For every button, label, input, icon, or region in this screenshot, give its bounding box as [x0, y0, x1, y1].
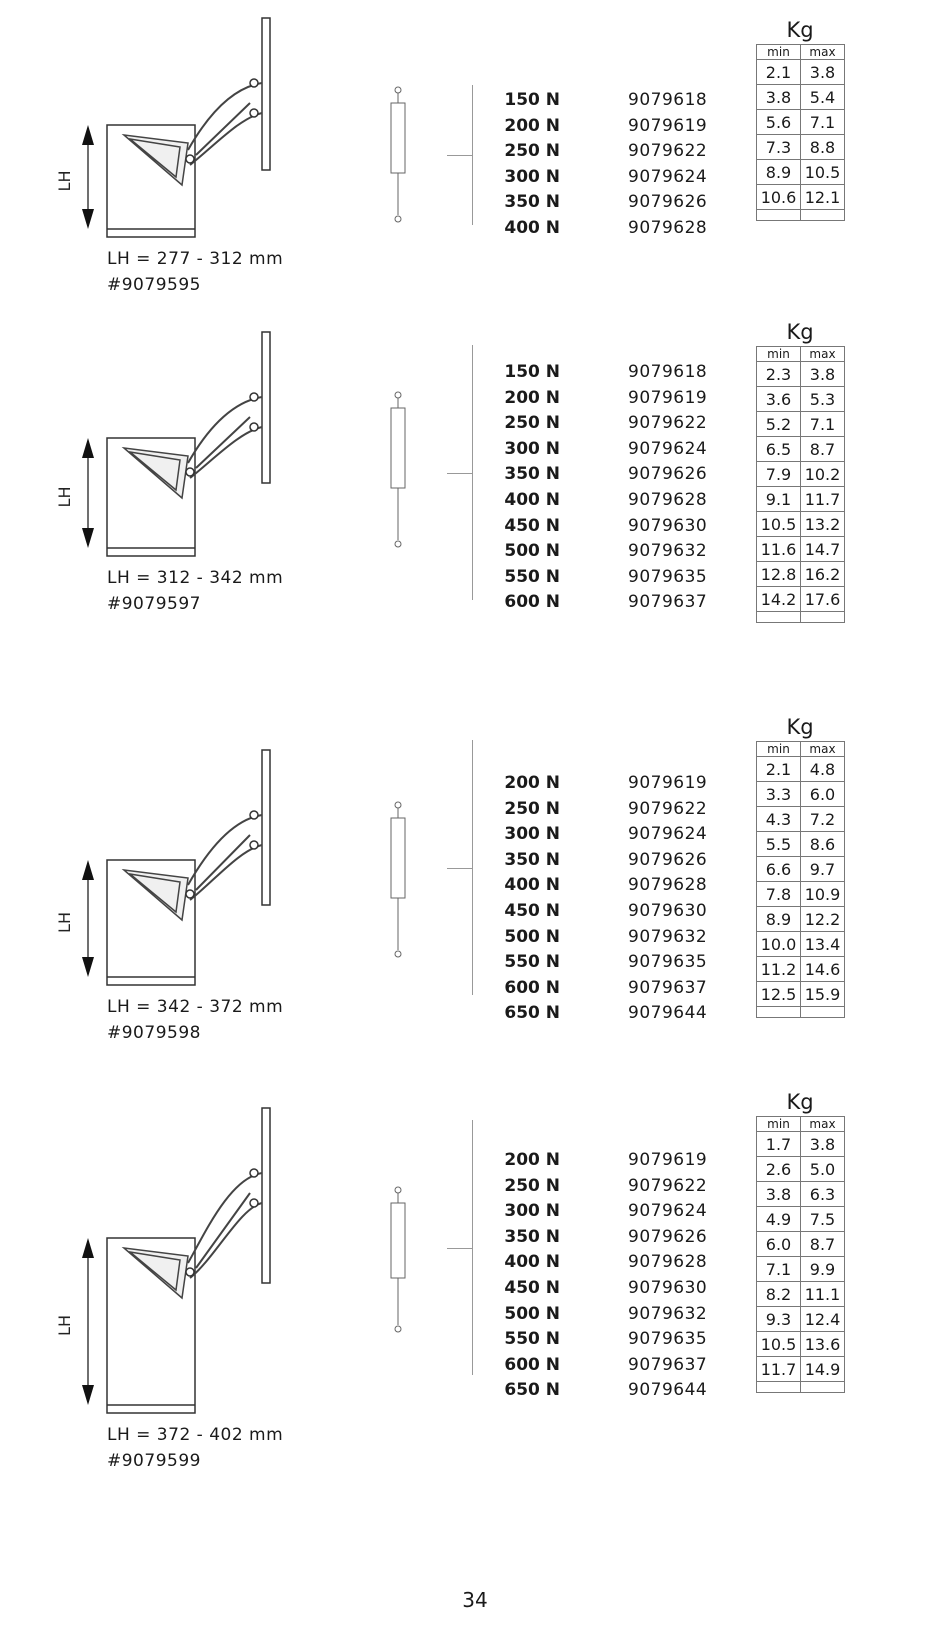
kg-max-value: 10.2: [801, 462, 845, 487]
kg-min-value: 2.1: [757, 757, 801, 782]
force-value: 200 N: [504, 115, 560, 136]
max-column-header: max: [801, 742, 845, 757]
kg-max-value: 7.2: [801, 807, 845, 832]
force-value: 500 N: [504, 541, 560, 562]
kg-max-value: 12.1: [801, 185, 845, 210]
pivot-joint: [186, 1268, 194, 1276]
kg-spacer-row: [757, 1007, 845, 1018]
kg-row: [757, 1332, 845, 1357]
kg-min-value: 5.6: [757, 110, 801, 135]
kg-spacer-cell: [757, 210, 801, 221]
kg-spacer-cell: [757, 612, 801, 623]
force-value: 300 N: [504, 1201, 560, 1222]
kg-min-value: 1.7: [757, 1132, 801, 1157]
arrow-up-icon: [82, 438, 94, 458]
lh-range-caption: LH = 277 - 312 mm: [107, 249, 284, 269]
kg-min-value: 6.6: [757, 857, 801, 882]
force-value: 400 N: [504, 1252, 560, 1273]
lh-range-caption: LH = 342 - 372 mm: [107, 997, 284, 1017]
force-value: 350 N: [504, 192, 560, 213]
kg-min-value: 5.2: [757, 412, 801, 437]
article-code: 9079619: [628, 1150, 708, 1170]
article-code: 9079622: [628, 413, 708, 434]
kg-row: [757, 957, 845, 982]
force-value: 300 N: [504, 166, 560, 187]
arrow-up-icon: [82, 860, 94, 880]
kg-min-value: 4.3: [757, 807, 801, 832]
kg-header: Kg: [786, 1090, 814, 1114]
article-code: 9079622: [628, 798, 708, 819]
kg-row: [757, 1232, 845, 1257]
kg-max-value: 15.9: [801, 982, 845, 1007]
lh-label: LH: [55, 1315, 74, 1336]
mechanism-code: #9079597: [107, 594, 201, 614]
kg-row: [757, 982, 845, 1007]
pivot-joint: [250, 841, 258, 849]
pivot-joint: [250, 811, 258, 819]
kg-min-value: 3.6: [757, 387, 801, 412]
article-code: 9079630: [628, 1277, 708, 1298]
lift-section: [0, 320, 950, 700]
lift-section: [0, 715, 950, 1095]
kg-table: [756, 44, 845, 221]
kg-max-value: 14.7: [801, 537, 845, 562]
kg-max-value: 4.8: [801, 757, 845, 782]
pivot-joint: [186, 155, 194, 163]
kg-spacer-cell: [757, 1007, 801, 1018]
article-code: 9079624: [628, 1201, 708, 1222]
kg-max-value: 10.5: [801, 160, 845, 185]
bracket-tick: [447, 473, 472, 474]
pivot-joint: [250, 79, 258, 87]
kg-max-value: 7.1: [801, 412, 845, 437]
kg-table: [756, 741, 845, 1018]
kg-spacer-cell: [801, 1007, 845, 1018]
force-value: 350 N: [504, 464, 560, 485]
kg-row: [757, 1257, 845, 1282]
kg-max-value: 5.3: [801, 387, 845, 412]
kg-min-value: 6.5: [757, 437, 801, 462]
article-code: 9079628: [628, 489, 708, 510]
bracket-line: [472, 1120, 473, 1375]
kg-row: [757, 1182, 845, 1207]
kg-min-value: 2.3: [757, 362, 801, 387]
article-code: 9079626: [628, 849, 708, 870]
article-code: 9079635: [628, 1329, 708, 1350]
kg-min-value: 7.8: [757, 882, 801, 907]
pivot-joint: [250, 109, 258, 117]
kg-max-value: 14.6: [801, 957, 845, 982]
kg-max-value: 6.3: [801, 1182, 845, 1207]
force-value: 300 N: [504, 824, 560, 845]
force-value: 650 N: [504, 1380, 560, 1401]
pivot-joint: [250, 423, 258, 431]
article-code: 9079618: [628, 362, 708, 382]
kg-row: [757, 487, 845, 512]
force-value: 550 N: [504, 952, 560, 973]
kg-min-value: 7.1: [757, 1257, 801, 1282]
gas-strut-icon: [388, 800, 408, 960]
mechanism-drawing: [0, 320, 300, 566]
kg-max-value: 3.8: [801, 1132, 845, 1157]
article-code: 9079637: [628, 592, 708, 613]
article-code: 9079637: [628, 1354, 708, 1375]
article-code: 9079632: [628, 1303, 708, 1324]
kg-min-value: 7.9: [757, 462, 801, 487]
article-code: 9079624: [628, 438, 708, 459]
article-code: 9079635: [628, 566, 708, 587]
max-column-header: max: [801, 1117, 845, 1132]
kg-max-value: 7.1: [801, 110, 845, 135]
kg-row: [757, 807, 845, 832]
kg-header: Kg: [786, 18, 814, 42]
kg-max-value: 9.9: [801, 1257, 845, 1282]
kg-min-value: 7.3: [757, 135, 801, 160]
kg-row: [757, 412, 845, 437]
arrow-up-icon: [82, 1238, 94, 1258]
mechanism-code: #9079599: [107, 1451, 201, 1471]
kg-row: [757, 1282, 845, 1307]
kg-row: [757, 782, 845, 807]
article-code: 9079622: [628, 141, 708, 162]
lh-label: LH: [55, 912, 74, 933]
force-value: 250 N: [504, 413, 560, 434]
lift-arm: [188, 815, 262, 900]
kg-row: [757, 462, 845, 487]
kg-spacer-cell: [801, 612, 845, 623]
lh-label: LH: [55, 170, 74, 192]
force-value: 550 N: [504, 566, 560, 587]
kg-row: [757, 1307, 845, 1332]
mechanism-drawing: [0, 10, 300, 247]
kg-min-value: 11.6: [757, 537, 801, 562]
kg-row: [757, 1357, 845, 1382]
force-value: 400 N: [504, 217, 560, 238]
kg-row: [757, 832, 845, 857]
lh-label: LH: [55, 486, 74, 508]
article-code: 9079619: [628, 773, 708, 793]
article-code: 9079624: [628, 166, 708, 187]
kg-max-value: 9.7: [801, 857, 845, 882]
article-code: 9079626: [628, 1226, 708, 1247]
mechanism-drawing: [0, 715, 300, 995]
pivot-joint: [250, 393, 258, 401]
bracket-line: [472, 85, 473, 225]
kg-row: [757, 1157, 845, 1182]
article-code: 9079635: [628, 952, 708, 973]
arrow-down-icon: [82, 957, 94, 977]
kg-row: [757, 512, 845, 537]
kg-min-value: 6.0: [757, 1232, 801, 1257]
kg-max-value: 13.2: [801, 512, 845, 537]
kg-max-value: 6.0: [801, 782, 845, 807]
kg-min-value: 10.6: [757, 185, 801, 210]
pivot-joint: [250, 1199, 258, 1207]
force-value: 250 N: [504, 141, 560, 162]
kg-row: [757, 562, 845, 587]
force-value: 650 N: [504, 1003, 560, 1024]
kg-min-value: 14.2: [757, 587, 801, 612]
force-value: 450 N: [504, 900, 560, 921]
force-value: 600 N: [504, 592, 560, 613]
wall-plate: [262, 18, 270, 170]
kg-row: [757, 907, 845, 932]
kg-min-value: 11.2: [757, 957, 801, 982]
force-value: 600 N: [504, 1354, 560, 1375]
page-number: 34: [462, 1588, 488, 1612]
kg-max-value: 12.4: [801, 1307, 845, 1332]
arrow-down-icon: [82, 528, 94, 548]
force-value: 450 N: [504, 1277, 560, 1298]
kg-min-value: 10.5: [757, 1332, 801, 1357]
gas-strut-icon: [388, 1185, 408, 1335]
kg-row: [757, 1132, 845, 1157]
kg-row: [757, 537, 845, 562]
kg-header: Kg: [786, 715, 814, 739]
bracket-line: [472, 345, 473, 600]
kg-min-value: 4.9: [757, 1207, 801, 1232]
kg-row: [757, 387, 845, 412]
kg-max-value: 10.9: [801, 882, 845, 907]
bracket-tick: [447, 1248, 472, 1249]
kg-min-value: 12.5: [757, 982, 801, 1007]
article-code: 9079632: [628, 926, 708, 947]
lift-arm: [188, 397, 262, 478]
kg-min-value: 10.5: [757, 512, 801, 537]
bracket-line: [472, 740, 473, 995]
kg-row: [757, 185, 845, 210]
article-code: 9079630: [628, 515, 708, 536]
kg-min-value: 3.8: [757, 1182, 801, 1207]
pivot-joint: [186, 890, 194, 898]
kg-min-value: 8.9: [757, 160, 801, 185]
kg-max-value: 7.5: [801, 1207, 845, 1232]
kg-row: [757, 362, 845, 387]
lift-arm: [188, 1173, 262, 1278]
gas-strut-icon: [388, 390, 408, 550]
max-column-header: max: [801, 347, 845, 362]
kg-max-value: 8.7: [801, 437, 845, 462]
kg-row: [757, 757, 845, 782]
arrow-up-icon: [82, 125, 94, 145]
lh-range-caption: LH = 312 - 342 mm: [107, 568, 284, 588]
kg-row: [757, 85, 845, 110]
kg-max-value: 8.7: [801, 1232, 845, 1257]
article-code: 9079630: [628, 900, 708, 921]
kg-max-value: 17.6: [801, 587, 845, 612]
kg-max-value: 12.2: [801, 907, 845, 932]
max-column-header: max: [801, 45, 845, 60]
force-value: 250 N: [504, 1175, 560, 1196]
kg-table: [756, 1116, 845, 1393]
bracket-tick: [447, 155, 472, 156]
force-value: 200 N: [504, 773, 560, 793]
kg-row: [757, 437, 845, 462]
article-code: 9079644: [628, 1003, 708, 1024]
kg-min-value: 11.7: [757, 1357, 801, 1382]
article-code: 9079622: [628, 1175, 708, 1196]
kg-row: [757, 110, 845, 135]
force-value: 350 N: [504, 1226, 560, 1247]
min-column-header: min: [757, 45, 801, 60]
min-column-header: min: [757, 1117, 801, 1132]
kg-max-value: 8.8: [801, 135, 845, 160]
force-value: 500 N: [504, 926, 560, 947]
force-value: 500 N: [504, 1303, 560, 1324]
force-value: 250 N: [504, 798, 560, 819]
kg-header: Kg: [786, 320, 814, 344]
article-code: 9079626: [628, 464, 708, 485]
kg-min-value: 8.2: [757, 1282, 801, 1307]
kg-min-value: 5.5: [757, 832, 801, 857]
kg-max-value: 5.0: [801, 1157, 845, 1182]
kg-max-value: 11.7: [801, 487, 845, 512]
kg-max-value: 13.6: [801, 1332, 845, 1357]
arrow-down-icon: [82, 1385, 94, 1405]
kg-max-value: 13.4: [801, 932, 845, 957]
kg-max-value: 5.4: [801, 85, 845, 110]
kg-min-value: 9.1: [757, 487, 801, 512]
kg-row: [757, 932, 845, 957]
kg-max-value: 3.8: [801, 60, 845, 85]
article-code: 9079619: [628, 387, 708, 408]
kg-spacer-cell: [757, 1382, 801, 1393]
article-code: 9079624: [628, 824, 708, 845]
kg-max-value: 14.9: [801, 1357, 845, 1382]
pivot-joint: [250, 1169, 258, 1177]
lift-arm: [188, 83, 262, 165]
kg-row: [757, 1207, 845, 1232]
mechanism-code: #9079595: [107, 275, 201, 295]
kg-table: [756, 346, 845, 623]
force-value: 200 N: [504, 1150, 560, 1170]
kg-min-value: 8.9: [757, 907, 801, 932]
article-code: 9079628: [628, 1252, 708, 1273]
kg-row: [757, 587, 845, 612]
kg-spacer-row: [757, 612, 845, 623]
article-code: 9079628: [628, 875, 708, 896]
kg-min-value: 10.0: [757, 932, 801, 957]
kg-min-value: 3.3: [757, 782, 801, 807]
kg-spacer-row: [757, 1382, 845, 1393]
kg-min-value: 12.8: [757, 562, 801, 587]
lh-range-caption: LH = 372 - 402 mm: [107, 1425, 284, 1445]
kg-max-value: 8.6: [801, 832, 845, 857]
kg-min-value: 3.8: [757, 85, 801, 110]
force-value: 450 N: [504, 515, 560, 536]
pivot-joint: [186, 468, 194, 476]
force-value: 400 N: [504, 489, 560, 510]
kg-max-value: 3.8: [801, 362, 845, 387]
kg-spacer-cell: [801, 210, 845, 221]
kg-row: [757, 857, 845, 882]
bracket-tick: [447, 868, 472, 869]
article-code: 9079628: [628, 217, 708, 238]
wall-plate: [262, 332, 270, 483]
kg-min-value: 2.6: [757, 1157, 801, 1182]
min-column-header: min: [757, 742, 801, 757]
force-value: 150 N: [504, 90, 560, 110]
article-code: 9079626: [628, 192, 708, 213]
article-code: 9079644: [628, 1380, 708, 1401]
kg-max-value: 11.1: [801, 1282, 845, 1307]
force-value: 350 N: [504, 849, 560, 870]
article-code: 9079618: [628, 90, 708, 110]
gas-strut-icon: [388, 85, 408, 225]
wall-plate: [262, 750, 270, 905]
article-code: 9079632: [628, 541, 708, 562]
kg-row: [757, 882, 845, 907]
kg-min-value: 2.1: [757, 60, 801, 85]
kg-spacer-cell: [801, 1382, 845, 1393]
arrow-down-icon: [82, 209, 94, 229]
kg-spacer-row: [757, 210, 845, 221]
kg-row: [757, 60, 845, 85]
force-value: 600 N: [504, 977, 560, 998]
force-value: 200 N: [504, 387, 560, 408]
kg-row: [757, 135, 845, 160]
force-value: 150 N: [504, 362, 560, 382]
min-column-header: min: [757, 347, 801, 362]
mechanism-drawing: [0, 1090, 300, 1423]
article-code: 9079619: [628, 115, 708, 136]
article-code: 9079637: [628, 977, 708, 998]
mechanism-code: #9079598: [107, 1023, 201, 1043]
force-value: 300 N: [504, 438, 560, 459]
kg-max-value: 16.2: [801, 562, 845, 587]
force-value: 400 N: [504, 875, 560, 896]
kg-min-value: 9.3: [757, 1307, 801, 1332]
wall-plate: [262, 1108, 270, 1283]
lift-section: [0, 1090, 950, 1470]
kg-row: [757, 160, 845, 185]
force-value: 550 N: [504, 1329, 560, 1350]
